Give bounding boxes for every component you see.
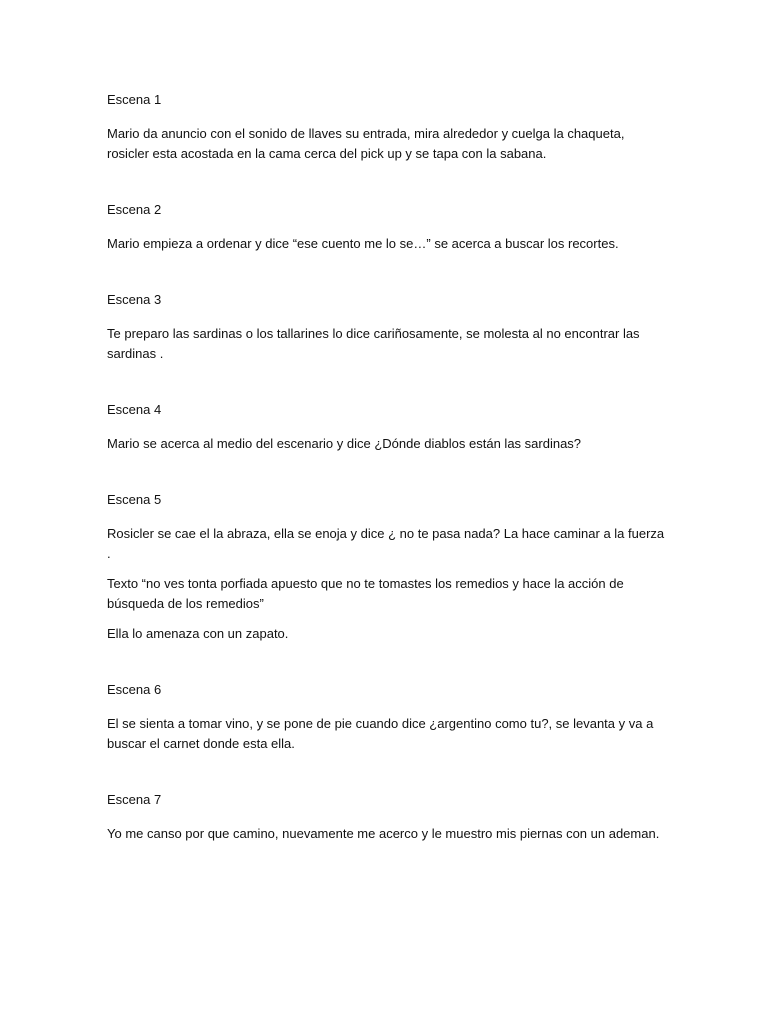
scene-title: Escena 6 [107, 682, 162, 697]
scene-paragraph: Te preparo las sardinas o los tallarines lo dice cariñosamente, se molesta al no encontrar las sardinas . [107, 326, 640, 361]
scene-title: Escena 5 [107, 492, 162, 507]
scene-title: Escena 2 [107, 202, 162, 217]
scene-7 [107, 792, 667, 844]
scene-1 [107, 92, 667, 164]
scene-paragraph: Rosicler se cae el la abraza, ella se enoja y dice ¿ no te pasa nada? La hace caminar a la fuerza . [107, 526, 665, 561]
scene-paragraph: Ella lo amenaza con un zapato. [107, 626, 289, 641]
scene-paragraph: Mario da anuncio con el sonido de llaves su entrada, mira alrededor y cuelga la chaqueta, rosicler esta acostada en la cama cerca del pick up y se tapa con la sabana. [107, 126, 625, 161]
scene-paragraph: Mario se acerca al medio del escenario y dice ¿Dónde diablos están las sardinas? [107, 436, 582, 451]
scene-title: Escena 1 [107, 92, 162, 107]
scene-title: Escena 7 [107, 792, 162, 807]
scene-title: Escena 4 [107, 402, 162, 417]
scene-paragraph: El se sienta a tomar vino, y se pone de pie cuando dice ¿argentino como tu?, se levanta y va a buscar el carnet donde esta ella. [107, 716, 654, 751]
scene-paragraph: Texto “no ves tonta porfiada apuesto que no te tomastes los remedios y hace la acción de búsqueda de los remedios” [107, 576, 624, 611]
scene-title: Escena 3 [107, 292, 162, 307]
scene-6 [107, 682, 667, 754]
scene-4 [107, 402, 667, 454]
scene-paragraph: Yo me canso por que camino, nuevamente me acerco y le muestro mis piernas con un ademan. [107, 826, 660, 841]
scene-paragraph: Mario empieza a ordenar y dice “ese cuento me lo se…” se acerca a buscar los recortes. [107, 236, 619, 251]
document-body [107, 92, 667, 882]
scene-5 [107, 492, 667, 644]
scene-3 [107, 292, 667, 364]
scene-2 [107, 202, 667, 254]
